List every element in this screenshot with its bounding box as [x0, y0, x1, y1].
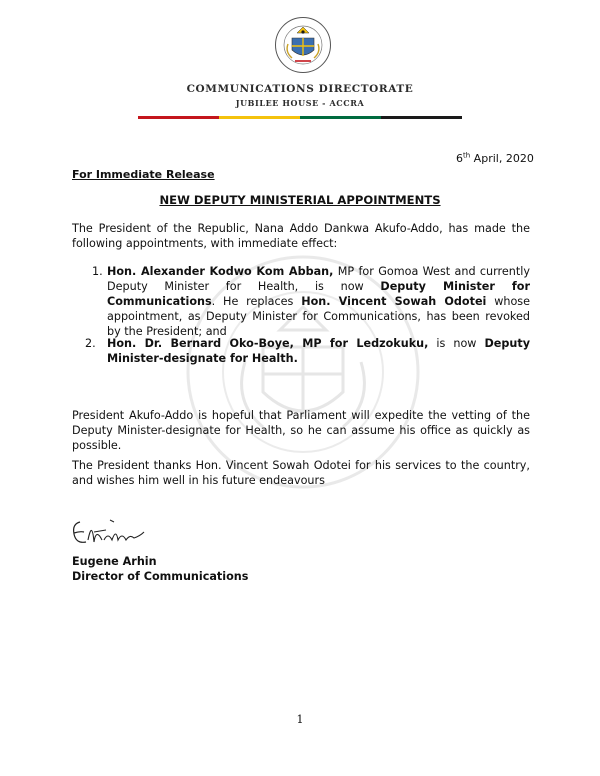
release-label: For Immediate Release [72, 168, 215, 181]
list-item: Hon. Alexander Kodwo Kom Abban, MP for Gomoa West and currently Deputy Minister for Health, is now Deputy Minister for Communications. He replaces Hon. Vincent Sowah Odotei whose appointment, as Deputy Minister for Communications, has been revoked by the President; and [107, 265, 531, 338]
list-number: 2. [85, 337, 96, 350]
page-number: 1 [296, 713, 304, 726]
directorate-address: JUBILEE HOUSE - ACCRA [235, 98, 365, 108]
national-colors-divider [138, 116, 462, 119]
list-number: 1. [92, 265, 103, 278]
release-date: 6th April, 2020 [456, 151, 534, 165]
thanks-paragraph: The President thanks Hon. Vincent Sowah Odotei for his services to the country, and wishes him well in his future endeavours [72, 459, 530, 487]
signatory-title: Director of Communications [72, 570, 249, 583]
signatory-name: Eugene Arhin [72, 555, 157, 568]
directorate-title: COMMUNICATIONS DIRECTORATE [186, 83, 414, 95]
intro-paragraph: The President of the Republic, Nana Addo Dankwa Akufo-Addo, has made the following appointments, with immediate effect: [72, 222, 530, 250]
presidential-seal-logo [274, 16, 332, 74]
vetting-paragraph: President Akufo-Addo is hopeful that Parliament will expedite the vetting of the Deputy Minister-designate for Health, so he can assume his office as quickly as possible. [72, 409, 530, 452]
document-heading: NEW DEPUTY MINISTERIAL APPOINTMENTS [159, 193, 441, 207]
handwritten-signature [70, 514, 148, 550]
list-item: Hon. Dr. Bernard Oko-Boye, MP for Ledzokuku, is now Deputy Minister-designate for Health. [107, 337, 530, 365]
